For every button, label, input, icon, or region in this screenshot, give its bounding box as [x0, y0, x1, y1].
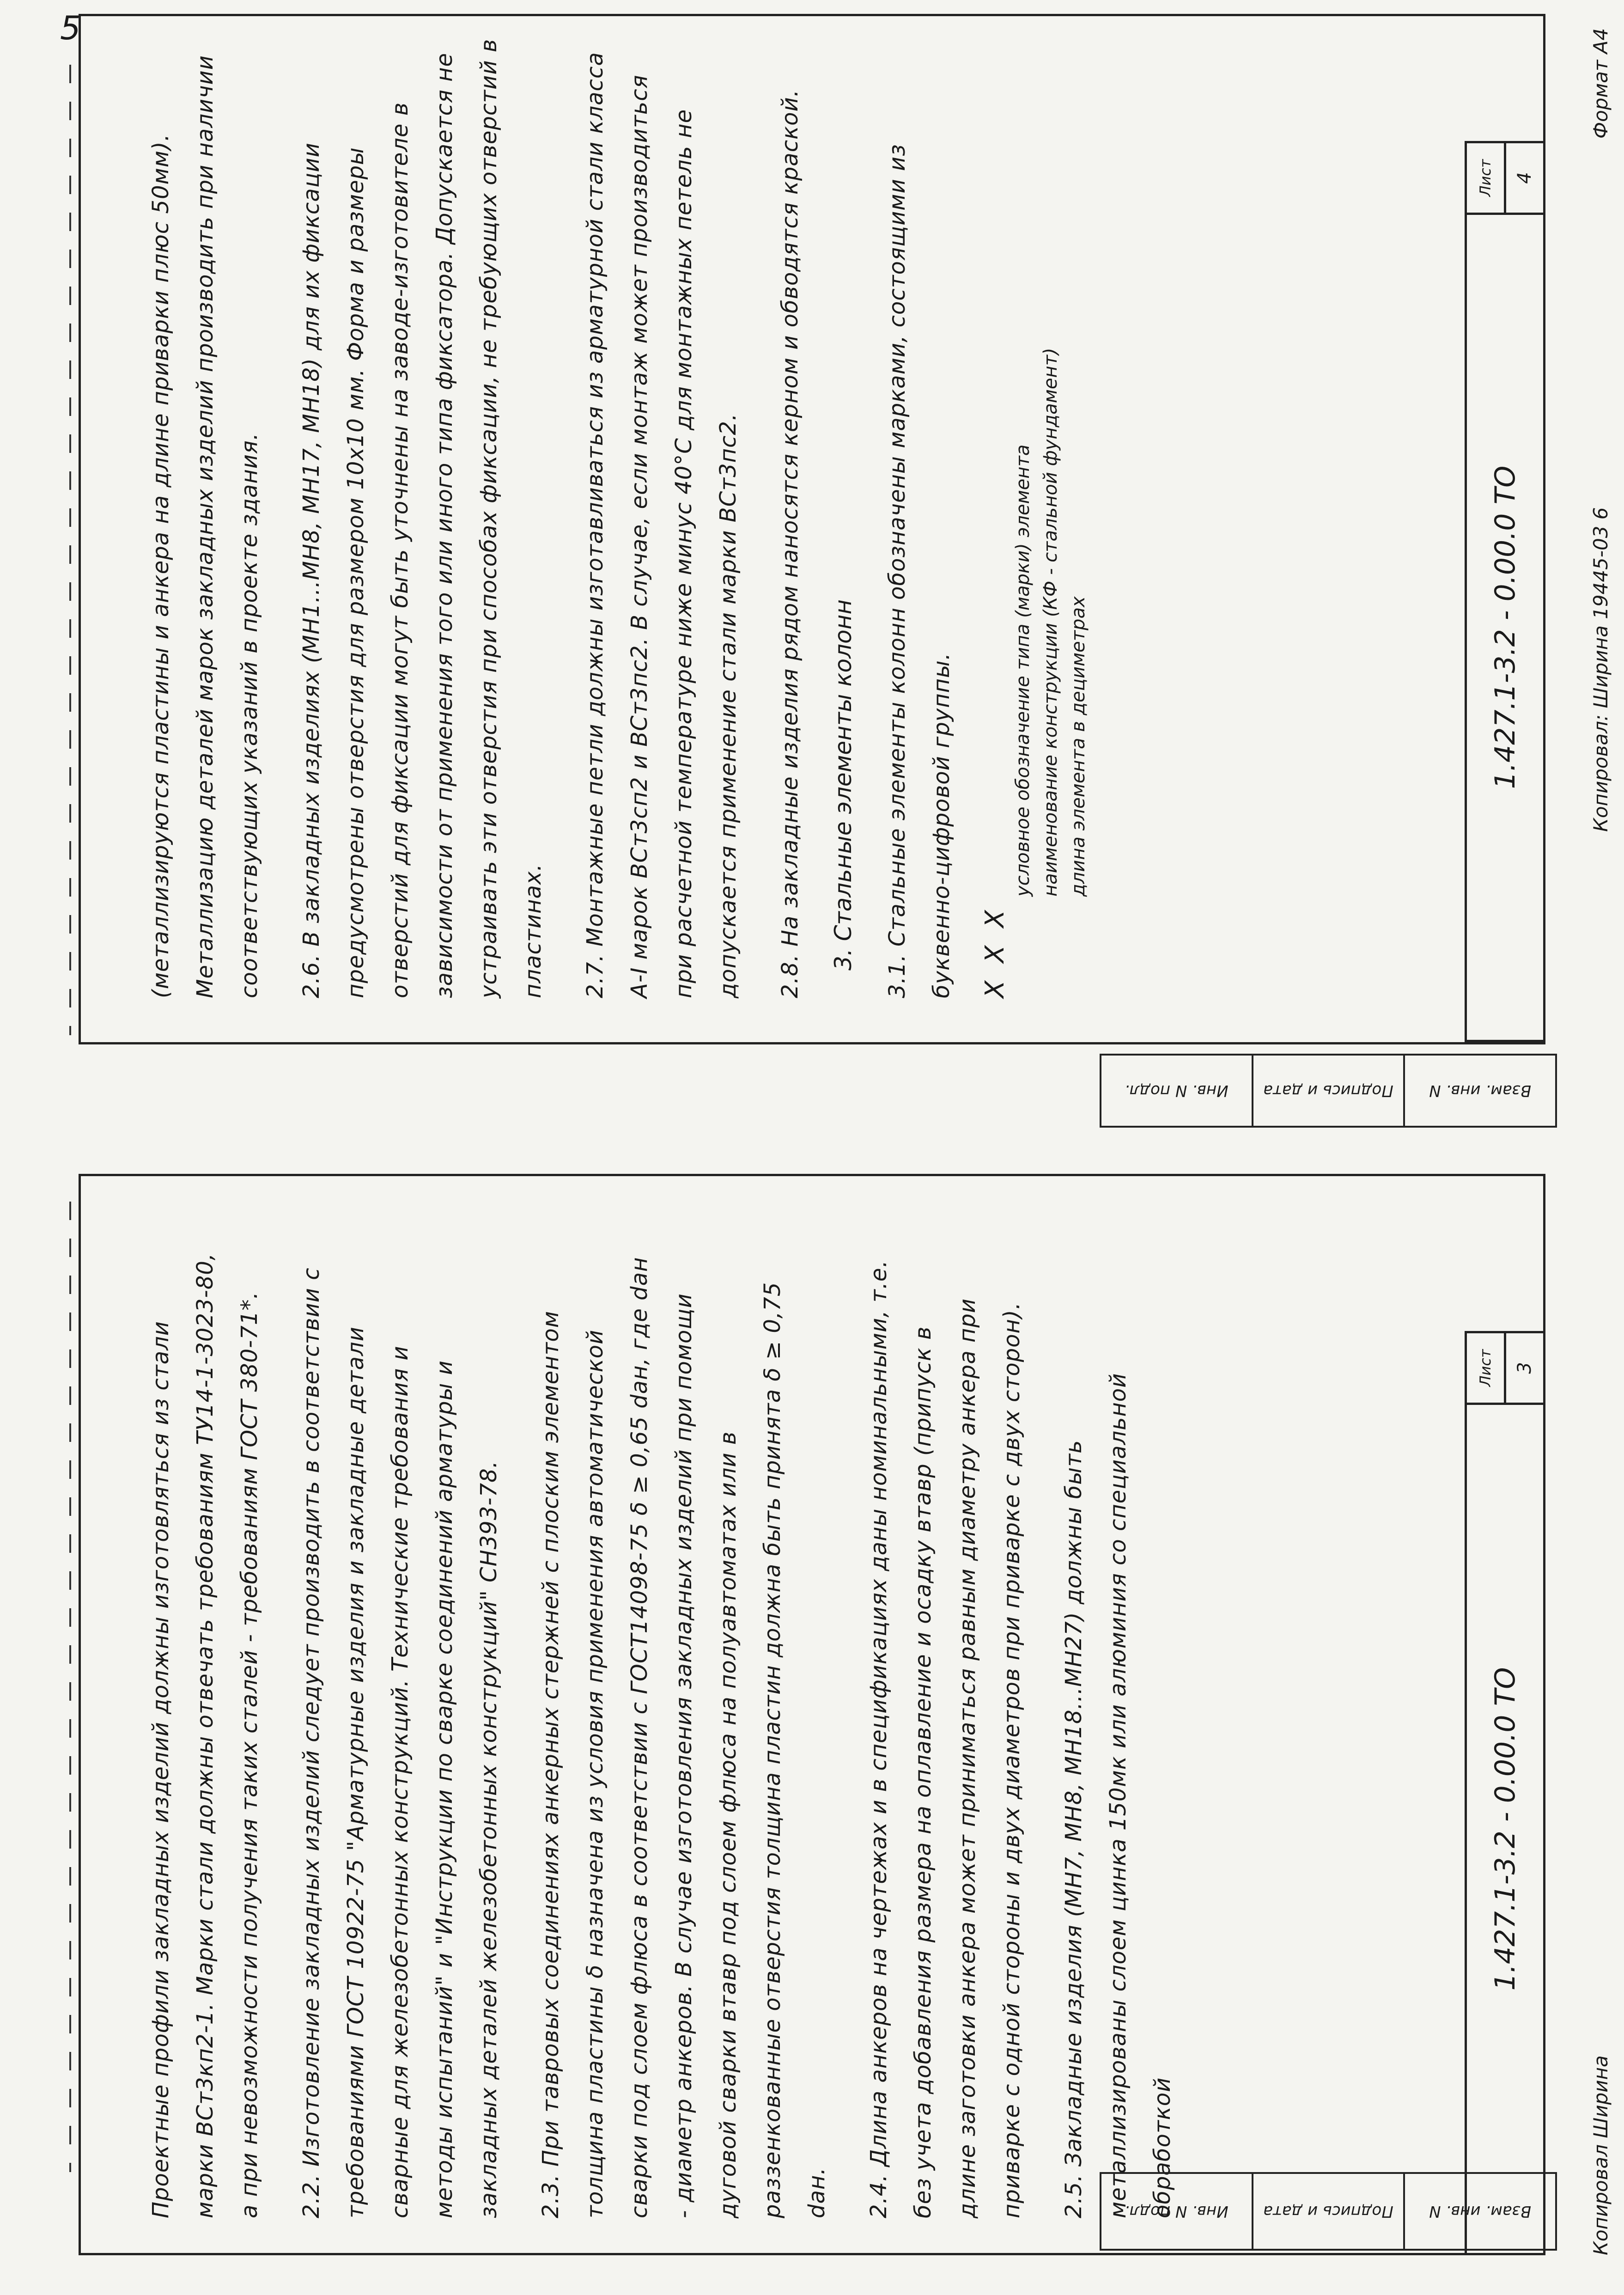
stamp-cell: Подпись и дата — [1252, 1056, 1404, 1126]
paragraph: 2.3. При тавровых соединениях анкерных стержней с плоским элементом толщина пластины δ назначена из условия применения автоматической сварки под слоем флюса в соответствии с ГОСТ14098-75 δ ≥ 0,65 dан, где dан - диаметр анкеров. В случае изготовления закладных изделий при помощи дуговой сварки втавр под слоем флюса на полуавтоматах или в раззенкованные отверстия толщина пластин должна быть принята δ ≥ 0,75 dан. — [538, 1249, 830, 2218]
legend-item: наименование конструкции (КФ - стальной фундамент) — [1040, 348, 1061, 897]
corner-mark: 5 — [60, 9, 81, 47]
sheet-cell — [1467, 1333, 1543, 1405]
stamp-cell: Подпись и дата — [1252, 2174, 1404, 2249]
legend-item: условное обозначение типа (марки) элемента — [1012, 444, 1034, 897]
right-stamp-strip — [1100, 1054, 1557, 1128]
left-page-body — [139, 1245, 1363, 2218]
left-stamp-strip — [1100, 2172, 1557, 2251]
sheet-label: Лист — [1467, 143, 1506, 213]
stamp-cell: Взам. инв. N — [1403, 1056, 1555, 1126]
sheet-label: Лист — [1467, 1333, 1506, 1403]
mark-legend — [981, 37, 1092, 998]
legend-item: длина элемента в дециметрах — [1068, 596, 1089, 897]
paragraph: (металлизируются пластины и анкера на длине приварки плюс 50мм). Металлизацию деталей марок закладных изделий производить при наличии соответствующих указаний в проекте здания. — [148, 47, 262, 998]
stamp-cell: Инв. N подл. — [1125, 2202, 1229, 2221]
document-code: 1.427.1-3.2 - 0.00.0 ТО — [1489, 1667, 1521, 1991]
paragraph: 2.7. Монтажные петли должны изготавливаться из арматурной стали класса А-I марок ВСт3сп2 и ВСт3пс2. В случае, если монтаж может производиться при расчетной температуре ниже минус 40°С для монтажных петель не допускается применение стали марки ВСт3пс2. — [582, 44, 741, 998]
sheet-cell — [1467, 143, 1543, 215]
paragraph: 2.5. Закладные изделия (МН7, МН8, МН18...МН27) должны быть металлизированы слоем цинка 150мк или алюминия со специальной обработкой — [1061, 1365, 1175, 2218]
paragraph: Проектные профили закладных изделий должны изготовляться из стали марки ВСт3кп2-1. Марки стали должны отвечать требованиям ТУ14-1-3023-80, а при невозможности получения таких сталей - требованиям ГОСТ 380-71*. — [148, 1245, 262, 2218]
paragraph: 2.2. Изготовление закладных изделий следует производить в соответствии с требованиями ГОСТ 10922-75 "Арматурные изделия и закладные детали сварные для железобетонных конструкций. Технические требования и методы испытаний" и "Инструкции по сварке соединений арматуры и закладных деталей железобетонных конструкций" СН393-78. — [298, 1260, 502, 2218]
legend-mark: X X X — [980, 905, 1010, 998]
paragraph: 2.6. В закладных изделиях (МН1...МН8, МН17, МН18) для их фиксации предусмотрены отверстия для размером 10х10 мм. Форма и размеры отверстий для фиксации могут быть уточнены на заводе-изготовителе в зависимости от применения того или иного типа фиксатора. Допускается не устраивать эти отверстия при способах фиксации, не требующих отверстий в пластинах. — [298, 31, 546, 998]
section-heading: 3. Стальные элементы колонн — [830, 599, 857, 970]
paragraph: 3.1. Стальные элементы колонн обозначены марками, состоящими из буквенно-цифровой группы. — [884, 136, 955, 998]
paragraph: 2.4. Длина анкеров на чертежах и в спецификациях даны номинальными, т.е. без учета добавления размера на оплавление и осадку втавр (припуск в длине заготовки анкера может приниматься равным диаметру анкера при приварке с одной стороны и двух диаметров при приварке с двух сторон). — [866, 1252, 1025, 2218]
sheet-number: 4 — [1514, 172, 1535, 184]
left-title-block — [1465, 1331, 1545, 2255]
document-code: 1.427.1-3.2 - 0.00.0 ТО — [1489, 465, 1521, 789]
left-footer: Копировал Ширина — [1589, 2055, 1612, 2255]
right-page-body — [139, 31, 1349, 998]
cut-line-bottom — [69, 1202, 71, 2172]
cut-line-top — [69, 65, 71, 1035]
sheet-number: 3 — [1514, 1362, 1535, 1374]
format-label: Формат А4 — [1589, 28, 1612, 139]
stamp-cell: Взам. инв. N — [1403, 2174, 1555, 2249]
right-footer: Копировал: Ширина 19445-03 6 — [1589, 507, 1612, 832]
stamp-cell: Инв. N подл. — [1125, 1081, 1229, 1100]
right-title-block — [1465, 141, 1545, 1042]
paragraph: 2.8. На закладные изделия рядом наносятся керном и обводятся краской. — [777, 89, 803, 998]
